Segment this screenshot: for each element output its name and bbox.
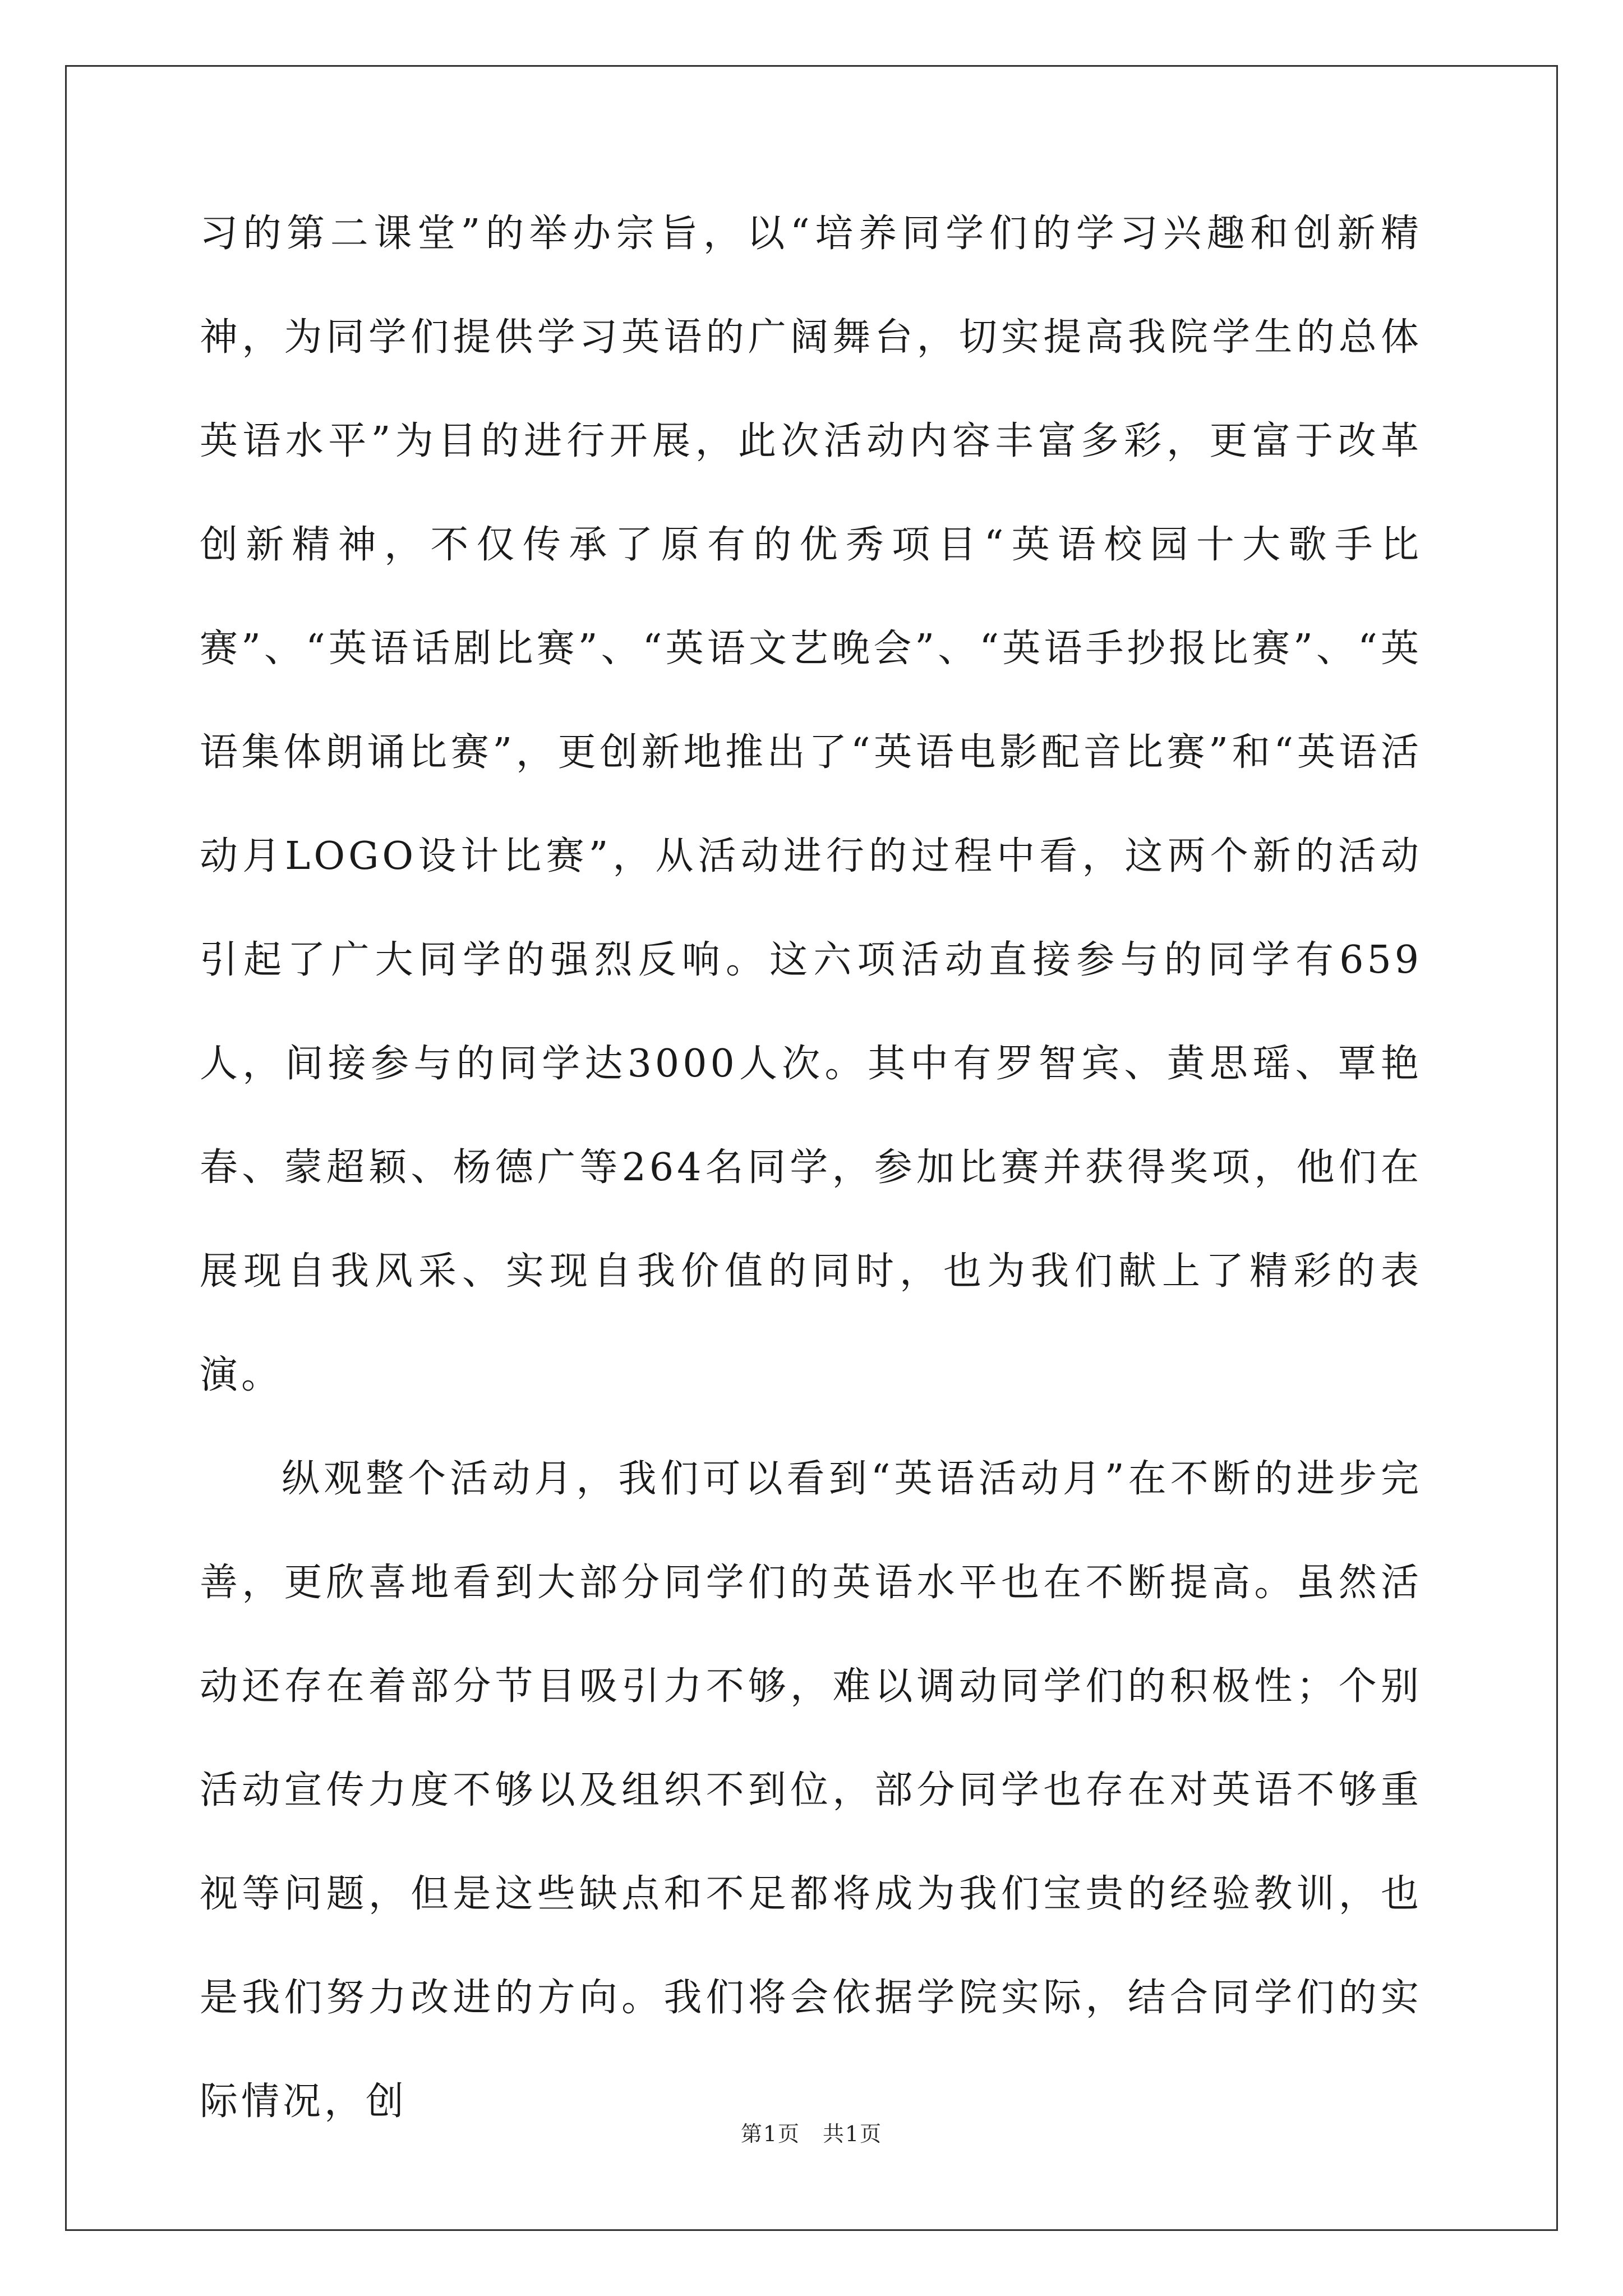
page-number-current: 第1页 (740, 2122, 800, 2146)
document-body (200, 182, 1422, 2154)
page-number-total: 共1页 (823, 2122, 883, 2146)
paragraph-1: 习的第二课堂”的举办宗旨，以“培养同学们的学习兴趣和创新精神，为同学们提供学习英语的广阔舞台，切实提高我院学生的总体英语水平”为目的进行开展，此次活动内容丰富多彩，更富于改革创新精神，不仅传承了原有的优秀项目“英语校园十大歌手比赛”、“英语话剧比赛”、“英语文艺晚会”、“英语手抄报比赛”、“英语集体朗诵比赛”，更创新地推出了“英语电影配音比赛”和“英语活动月LOGO设计比赛”，从活动进行的过程中看，这两个新的活动引起了广大同学的强烈反响。这六项活动直接参与的同学有659人，间接参与的同学达3000人次。其中有罗智宾、黄思瑶、覃艳春、蒙超颖、杨德广等264名同学，参加比赛并获得奖项，他们在展现自我风采、实现自我价值的同时，也为我们献上了精彩的表演。 (200, 211, 1422, 1397)
page-footer (0, 2116, 1623, 2147)
paragraph-2: 纵观整个活动月，我们可以看到“英语活动月”在不断的进步完善，更欣喜地看到大部分同学们的英语水平也在不断提高。虽然活动还存在着部分节目吸引力不够，难以调动同学们的积极性；个别活动宣传力度不够以及组织不到位，部分同学也存在对英语不够重视等问题，但是这些缺点和不足都将成为我们宝贵的经验教训，也是我们努力改进的方向。我们将会依据学院实际，结合同学们的实际情况，创 (200, 1457, 1422, 2124)
